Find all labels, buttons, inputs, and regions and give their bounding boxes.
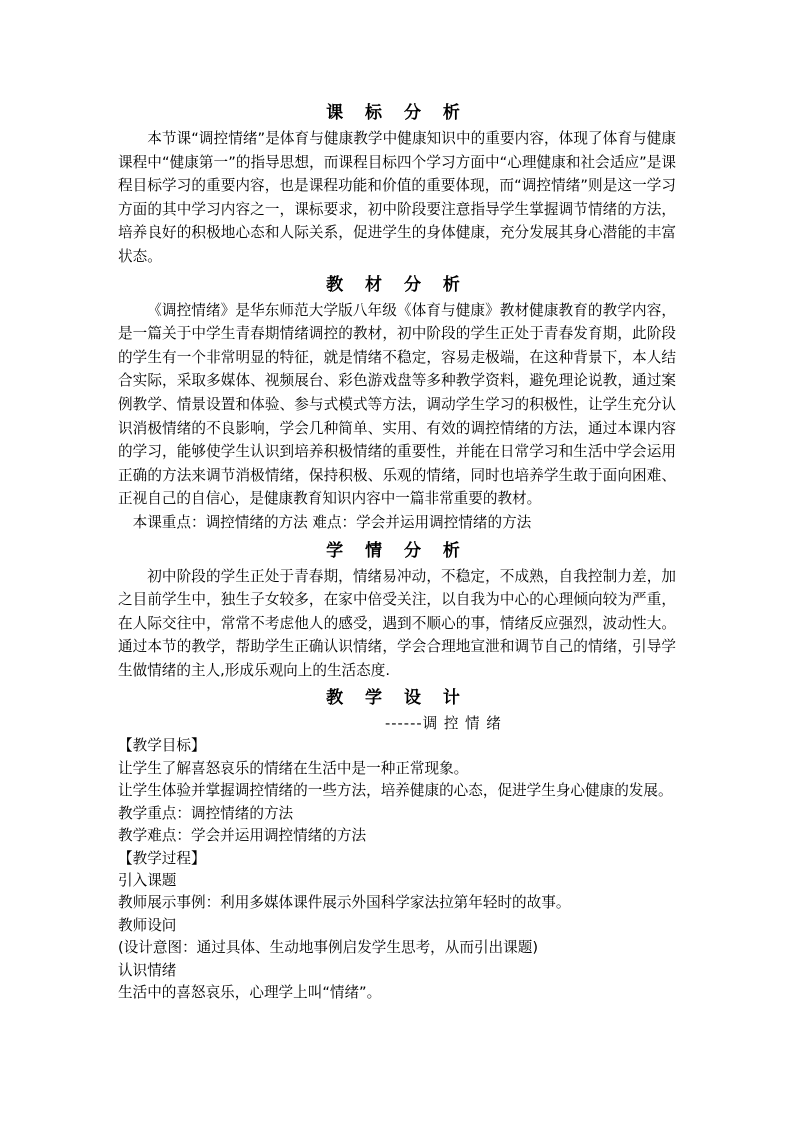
document-page [118,100,676,1004]
section-title-student-analysis: 学 情 分 析 [326,540,468,561]
section-title-textbook-analysis: 教 材 分 析 [326,274,468,295]
standard-analysis-paragraph: 本节课“调控情绪”是体育与健康教学中健康知识中的重要内容，体现了体育与健康课程中“健康第一”的指导思想，而课程目标四个学习方面中“心理健康和社会适应”是课程目标学习的重要内容，也是课程功能和价值的重要体现，而“调控情绪”则是这一学习方面的其中学习内容之一，课标要求，初中阶段要注意指导学生掌握调节情绪的方法，培养良好的积极地心态和人际关系，促进学生的身体健康，充分发展其身心潜能的丰富状态。 [118,130,676,265]
section-title-teaching-design: 教 学 设 计 [326,688,468,709]
design-line: 生活中的喜怒哀乐，心理学上叫“情绪”。 [118,983,382,1001]
design-line: 教学难点：学会并运用调控情绪的方法 [118,827,367,845]
design-line: 让学生体验并掌握调控情绪的一些方法，培养健康的心态，促进学生身心健康的发展。 [118,782,673,800]
design-line: 【教学过程】 [118,849,206,867]
design-line: 引入课题 [118,871,177,889]
student-analysis-paragraph: 初中阶段的学生正处于青春期，情绪易冲动，不稳定，不成熟，自我控制力差，加之目前学生中，独生子女较多，在家中倍受关注，以自我为中心的心理倾向较为严重，在人际交往中，常常不考虑他人的感受，遇到不顺心的事，情绪反应强烈，波动性大。通过本节的教学，帮助学生正确认识情绪，学会合理地宣泄和调节自己的情绪，引导学生做情绪的主人,形成乐观向上的生活态度. [118,567,676,679]
design-line: 教师设问 [118,916,177,934]
section-title-standard-analysis: 课 标 分 析 [326,103,468,123]
design-line: 【教学目标】 [118,737,206,755]
design-line: 教师展示事例：利用多媒体课件展示外国科学家法拉第年轻时的故事。 [118,894,571,912]
design-line: 教学重点：调控情绪的方法 [118,804,294,822]
design-line: 认识情绪 [118,961,177,979]
design-line: 让学生了解喜怒哀乐的情绪在生活中是一种正常现象。 [118,759,469,777]
textbook-keypoints: 本课重点：调控情绪的方法 难点：学会并运用调控情绪的方法 [132,513,532,531]
textbook-analysis-paragraph: 《调控情绪》是华东师范大学版八年级《体育与健康》教材健康教育的教学内容，是一篇关于中学生青春期情绪调控的教材，初中阶段的学生正处于青春发育期，此阶段的学生有一个非常明显的特征，就是情绪不稳定，容易走极端，在这种背景下，本人结合实际，采取多媒体、视频展台、彩色游戏盘等多种教学资料，避免理论说教，通过案例教学、情景设置和体验、参与式模式等方法，调动学生学习的积极性，让学生充分认识消极情绪的不良影响，学会几种简单、实用、有效的调控情绪的方法，通过本课内容的学习，能够使学生认识到培养积极情绪的重要性，并能在日常学习和生活中学会运用正确的方法来调节消极情绪，保持积极、乐观的情绪，同时也培养学生敢于面向困难、正视自己的自信心，是健康教育知识内容中一篇非常重要的教材。 [118,301,676,508]
teaching-design-subtitle: ------调 控 情 绪 [385,715,502,733]
design-line: (设计意图：通过具体、生动地事例启发学生思考，从而引出课题) [118,939,539,957]
